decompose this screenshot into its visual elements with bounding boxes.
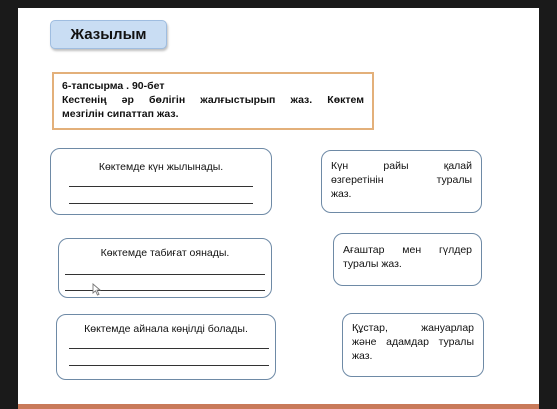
- writing-line[interactable]: [69, 365, 269, 366]
- left-card-1-text: Көктемде күн жылынады.: [98, 161, 224, 173]
- writing-line[interactable]: [65, 274, 265, 275]
- right-card-1: [321, 150, 482, 213]
- bottom-strip: [18, 404, 539, 409]
- task-box: [52, 72, 374, 130]
- right-card-1-line-3: жаз.: [331, 188, 352, 200]
- right-card-1-line-2: өзгеретінін туралы: [331, 174, 472, 186]
- left-card-2: [58, 238, 272, 298]
- left-card-2-text: Көктемде табиғат оянады.: [100, 247, 230, 259]
- right-card-2-line-1: Ағаштар мен гүлдер: [343, 244, 472, 256]
- right-card-3: [342, 313, 484, 377]
- left-card-3-text: Көктемде айнала көңілді болады.: [84, 323, 248, 335]
- title-badge: [50, 20, 167, 49]
- writing-line[interactable]: [69, 348, 269, 349]
- mouse-cursor-icon: [92, 283, 101, 296]
- right-card-3-line-1: Құстар, жануарлар: [352, 322, 474, 334]
- right-card-3-line-2: және адамдар туралы: [352, 336, 474, 348]
- task-line-3: мезгілін сипаттап жаз.: [62, 108, 179, 120]
- right-card-1-line-1: Күн райы қалай: [331, 160, 472, 172]
- right-card-2: [333, 233, 482, 286]
- left-card-1: [50, 148, 272, 215]
- right-card-2-line-2: туралы жаз.: [343, 258, 402, 270]
- title-text: Жазылым: [70, 26, 147, 43]
- right-card-3-line-3: жаз.: [352, 350, 373, 362]
- task-line-1: 6-тапсырма . 90-бет: [62, 80, 165, 92]
- writing-line[interactable]: [69, 203, 253, 204]
- task-line-2: Кестенің әр бөлігін жалғыстырып жаз. Көктем: [62, 94, 364, 106]
- writing-line[interactable]: [69, 186, 253, 187]
- left-card-3: [56, 314, 276, 380]
